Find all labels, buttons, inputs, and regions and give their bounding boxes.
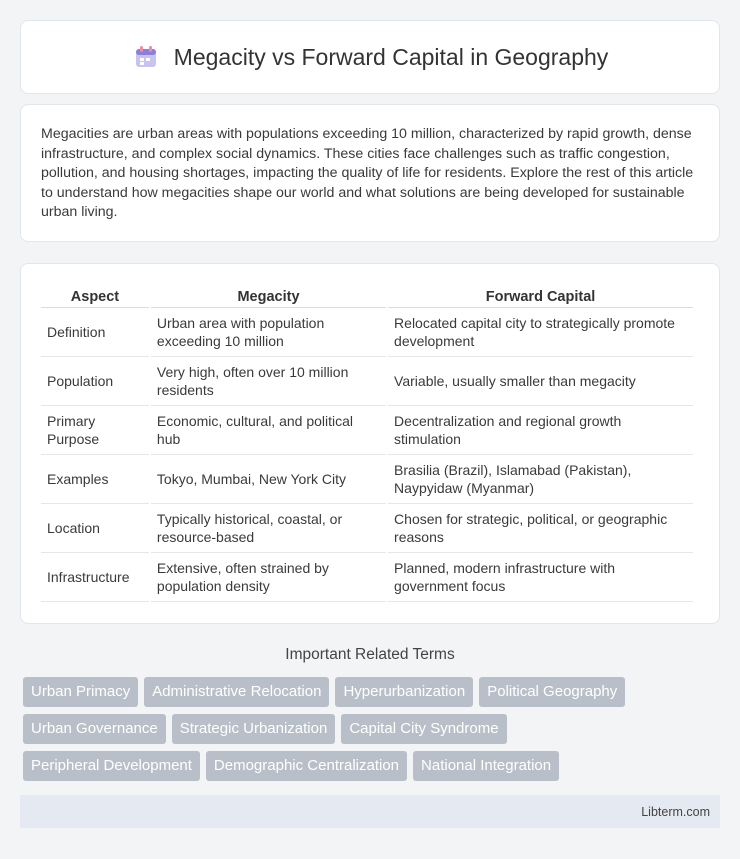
page-title: Megacity vs Forward Capital in Geography	[173, 43, 609, 70]
cell-forward-capital: Brasilia (Brazil), Islamabad (Pakistan), Naypyidaw (Myanmar)	[388, 455, 693, 504]
tag-row	[23, 677, 723, 707]
tag-row	[23, 751, 723, 781]
header-forward-capital: Forward Capital	[388, 284, 693, 308]
cell-forward-capital: Relocated capital city to strategically promote development	[388, 308, 693, 357]
cell-aspect: Definition	[41, 308, 149, 357]
tag-urban-primacy[interactable]: Urban Primacy	[23, 677, 138, 707]
tag-strategic-urbanization[interactable]: Strategic Urbanization	[172, 714, 336, 744]
table-row	[41, 308, 693, 357]
cell-megacity: Economic, cultural, and political hub	[151, 406, 386, 455]
header-aspect: Aspect	[41, 284, 149, 308]
title-wrap	[132, 43, 609, 71]
table-row	[41, 504, 693, 553]
table-row	[41, 357, 693, 406]
comparison-card	[20, 263, 720, 624]
cell-forward-capital: Variable, usually smaller than megacity	[388, 357, 693, 406]
footer	[20, 795, 720, 828]
table-header-row	[41, 284, 693, 308]
header-card	[20, 20, 720, 94]
table-row	[41, 406, 693, 455]
related-terms-list	[23, 677, 723, 788]
tag-political-geography[interactable]: Political Geography	[479, 677, 625, 707]
cell-megacity: Typically historical, coastal, or resource-based	[151, 504, 386, 553]
tag-peripheral-development[interactable]: Peripheral Development	[23, 751, 200, 781]
tag-urban-governance[interactable]: Urban Governance	[23, 714, 166, 744]
cell-megacity: Urban area with population exceeding 10 million	[151, 308, 386, 357]
tag-demographic-centralization[interactable]: Demographic Centralization	[206, 751, 407, 781]
table-row	[41, 553, 693, 602]
tag-hyperurbanization[interactable]: Hyperurbanization	[335, 677, 473, 707]
related-terms-title: Important Related Terms	[285, 646, 455, 663]
calendar-icon	[132, 43, 160, 71]
cell-megacity: Very high, often over 10 million residents	[151, 357, 386, 406]
intro-card	[20, 104, 720, 242]
table-row	[41, 455, 693, 504]
footer-site-link[interactable]: Libterm.com	[641, 804, 710, 819]
cell-aspect: Population	[41, 357, 149, 406]
tag-capital-city-syndrome[interactable]: Capital City Syndrome	[341, 714, 506, 744]
header-megacity: Megacity	[151, 284, 386, 308]
comparison-table	[39, 284, 695, 602]
cell-forward-capital: Decentralization and regional growth stimulation	[388, 406, 693, 455]
tag-row	[23, 714, 723, 744]
cell-aspect: Infrastructure	[41, 553, 149, 602]
cell-forward-capital: Planned, modern infrastructure with government focus	[388, 553, 693, 602]
cell-aspect: Primary Purpose	[41, 406, 149, 455]
cell-megacity: Extensive, often strained by population density	[151, 553, 386, 602]
cell-forward-capital: Chosen for strategic, political, or geographic reasons	[388, 504, 693, 553]
cell-megacity: Tokyo, Mumbai, New York City	[151, 455, 386, 504]
intro-text: Megacities are urban areas with populations exceeding 10 million, characterized by rapid growth, dense infrastructure, and complex social dynamics. These cities face challenges such as traffic congestion, pollution, and housing shortages, impacting the quality of life for residents. Explore the rest of this article to understand how megacities shape our world and what solutions are being developed for sustainable urban living.	[41, 126, 694, 220]
cell-aspect: Examples	[41, 455, 149, 504]
cell-aspect: Location	[41, 504, 149, 553]
tag-national-integration[interactable]: National Integration	[413, 751, 559, 781]
tag-administrative-relocation[interactable]: Administrative Relocation	[144, 677, 329, 707]
